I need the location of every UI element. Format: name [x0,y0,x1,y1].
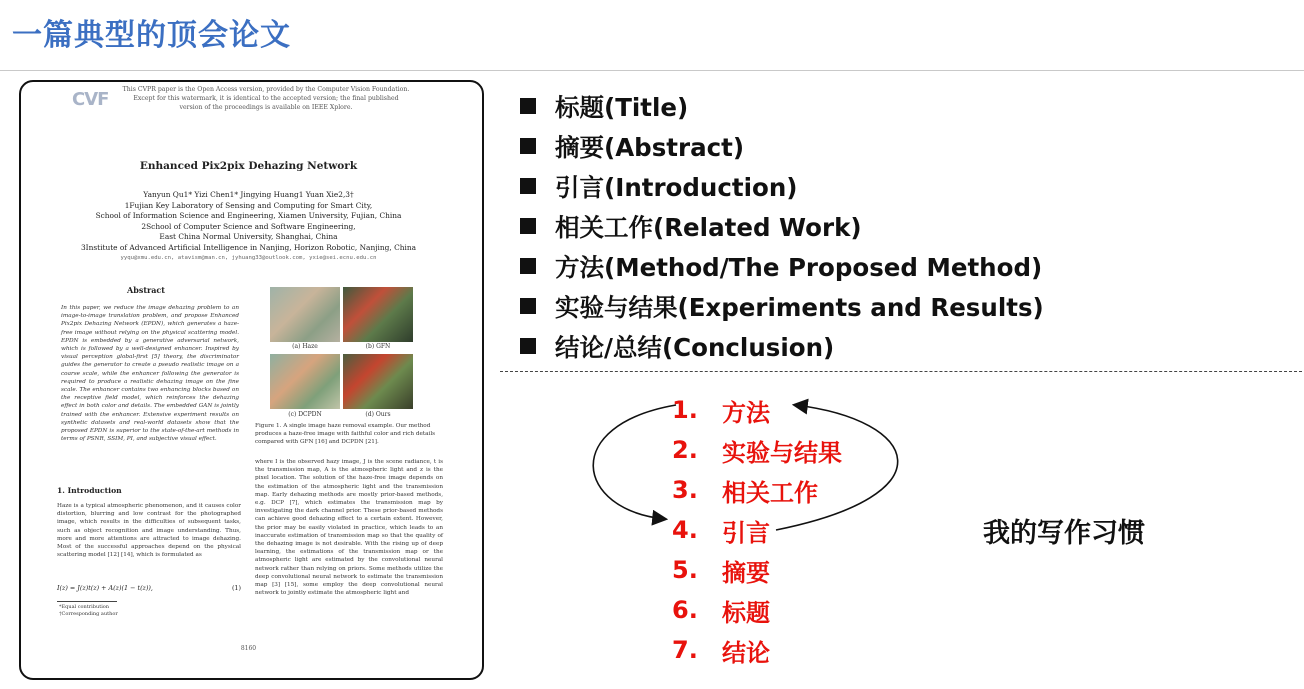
outline-item-label: 摘要(Abstract) [555,132,745,162]
outline-item-label: 方法(Method/The Proposed Method) [555,252,1043,282]
affiliation-line: 1Fujian Key Laboratory of Sensing and Computing for Smart City, [124,200,373,210]
equation-number: (1) [231,584,241,592]
equation-text: I(z) = J(z)t(z) + A(z)(1 − t(z)), [57,584,153,592]
abstract-heading: Abstract [127,285,165,295]
step-number: 4. [672,516,698,544]
intro-text: Haze is a typical atmospheric phenomenon, and it causes color distortion, blurring and low contrast for the photographed image, which results in the difficulties of subsequent tasks, such as object recognition and image understanding. Thus, more and more attentions are attracted to image dehazing. Most of the successful approaches depend on the physical scattering model [12] [14], which is formulated as [57,503,241,559]
step-label: 摘要 [722,558,770,587]
step-number: 1. [672,396,698,424]
figure-label: (a) Haze [292,343,318,350]
footnote: †Corresponding author [59,611,118,618]
step-label: 引言 [722,518,770,547]
figure-label: (d) Ours [365,411,391,418]
step-number: 2. [672,436,698,464]
paper-body-text: where I is the observed hazy image, J is the scene radiance, t is the transmission map, A is the atmospheric light and z is the pixel location. The solution of the haze-free image depends on the estimation of the atmospheric light and the transmission map. Early dehazing methods are mostly prior-based methods, e.g. DCP [7], which estimates the transmission map by investigating the dark channel prior. These prior-based methods can achieve good dehazing effect to a certain extent. However, the prior may be easily violated in practice, which leads to an inaccurate estimation of transmission map so that the quality of the dehazing image is not desirable. With the rising up of deep learning, the estimations of the transmission map or the atmospheric light are estimated by the convolutional neural network rather than relying on priors. Some methods utilize the deep convolutional neural network to estimate the transmission map [3] [15], some employ the deep convolutional neural network to jointly estimate the atmospheric light and [255,459,443,597]
abstract-text: In this paper, we reduce the image dehazing problem to an image-to-image translation problem, and propose Enhanced Pix2pix Dehazing Network (EPDN), which generates a haze-free image without relying on the physical scattering model. EPDN is embedded by a generative adversarial network, which is followed by a well-designed enhancer. Inspired by visual perception global-first [5] theory, the discriminator guides the generator to create a pseudo realistic image on a coarse scale, while the enhancer following the generator is required to produce a realistic dehazing image on the fine scale. The enhancer contains two enhancing blocks based on the receptive field model, which reinforces the dehazing effect in both color and details. The embedded GAN is jointly trained with the enhancer. Extensive experiment results on synthetic datasets and real-world datasets show that the proposed EPDN is superior to the state-of-the-art methods in terms of PSNR, SSIM, PI, and subjective visual effect. [61,305,239,443]
outline-item-label: 引言(Introduction) [555,172,798,202]
slide-title: 一篇典型的顶会论文 [12,18,291,53]
outline-item-label: 标题(Title) [555,92,689,122]
affiliation-line: School of Information Science and Engineering, Xiamen University, Fujian, China [95,211,402,220]
affiliation-line: 2School of Computer Science and Software Engineering, [141,221,356,231]
step-label: 方法 [722,398,770,427]
step-number: 3. [672,476,698,504]
author-list: Yanyun Qu1* Yizi Chen1* Jingying Huang1 Yuan Xie2,3† [143,190,354,199]
outline-item-label: 实验与结果(Experiments and Results) [555,292,1044,322]
cvf-watermark-note: This CVPR paper is the Open Access version, provided by the Computer Vision Foundation. Except for this watermark, it is identical to the accepted version; the final published version of the proceedings is available on IEEE Xplore. [122,86,410,111]
outline-item-label: 结论/总结(Conclusion) [555,332,835,362]
outline-item-label: 相关工作(Related Work) [555,212,862,242]
footnote: *Equal contribution [59,604,110,610]
step-number: 7. [672,636,698,664]
arrow-right-curve-icon [776,405,898,530]
arrow-left-curve-icon [593,405,676,519]
cvf-logo: CVF [72,89,109,110]
page-number: 8160 [240,645,257,652]
step-label: 标题 [722,598,770,627]
affiliation-line: East China Normal University, Shanghai, China [159,232,338,241]
figure-label: (c) DCPDN [288,411,322,418]
affiliation-line: 3Institute of Advanced Artificial Intelligence in Nanjing, Horizon Robotic, Nanjing, China [80,242,417,252]
step-number: 5. [672,556,698,584]
author-emails: yyqu@xmu.edu.cn, atavism@man.cn, jyhuang33@outlook.com, yxie@sei.ecnu.edu.cn [120,255,377,261]
step-number: 6. [672,596,698,624]
step-label: 实验与结果 [722,438,842,467]
paper-title: Enhanced Pix2pix Dehazing Network [139,160,358,172]
figure-caption: Figure 1. A single image haze removal example. Our method produces a haze-free image with faithful color and rich details compared with GFN [16] and DCPDN [21]. [255,423,436,445]
figure-label: (b) GFN [365,343,391,350]
writing-habit-label: 我的写作习惯 [983,518,1145,549]
step-label: 结论 [722,638,770,667]
step-label: 相关工作 [722,478,818,507]
intro-heading: 1. Introduction [57,486,122,495]
